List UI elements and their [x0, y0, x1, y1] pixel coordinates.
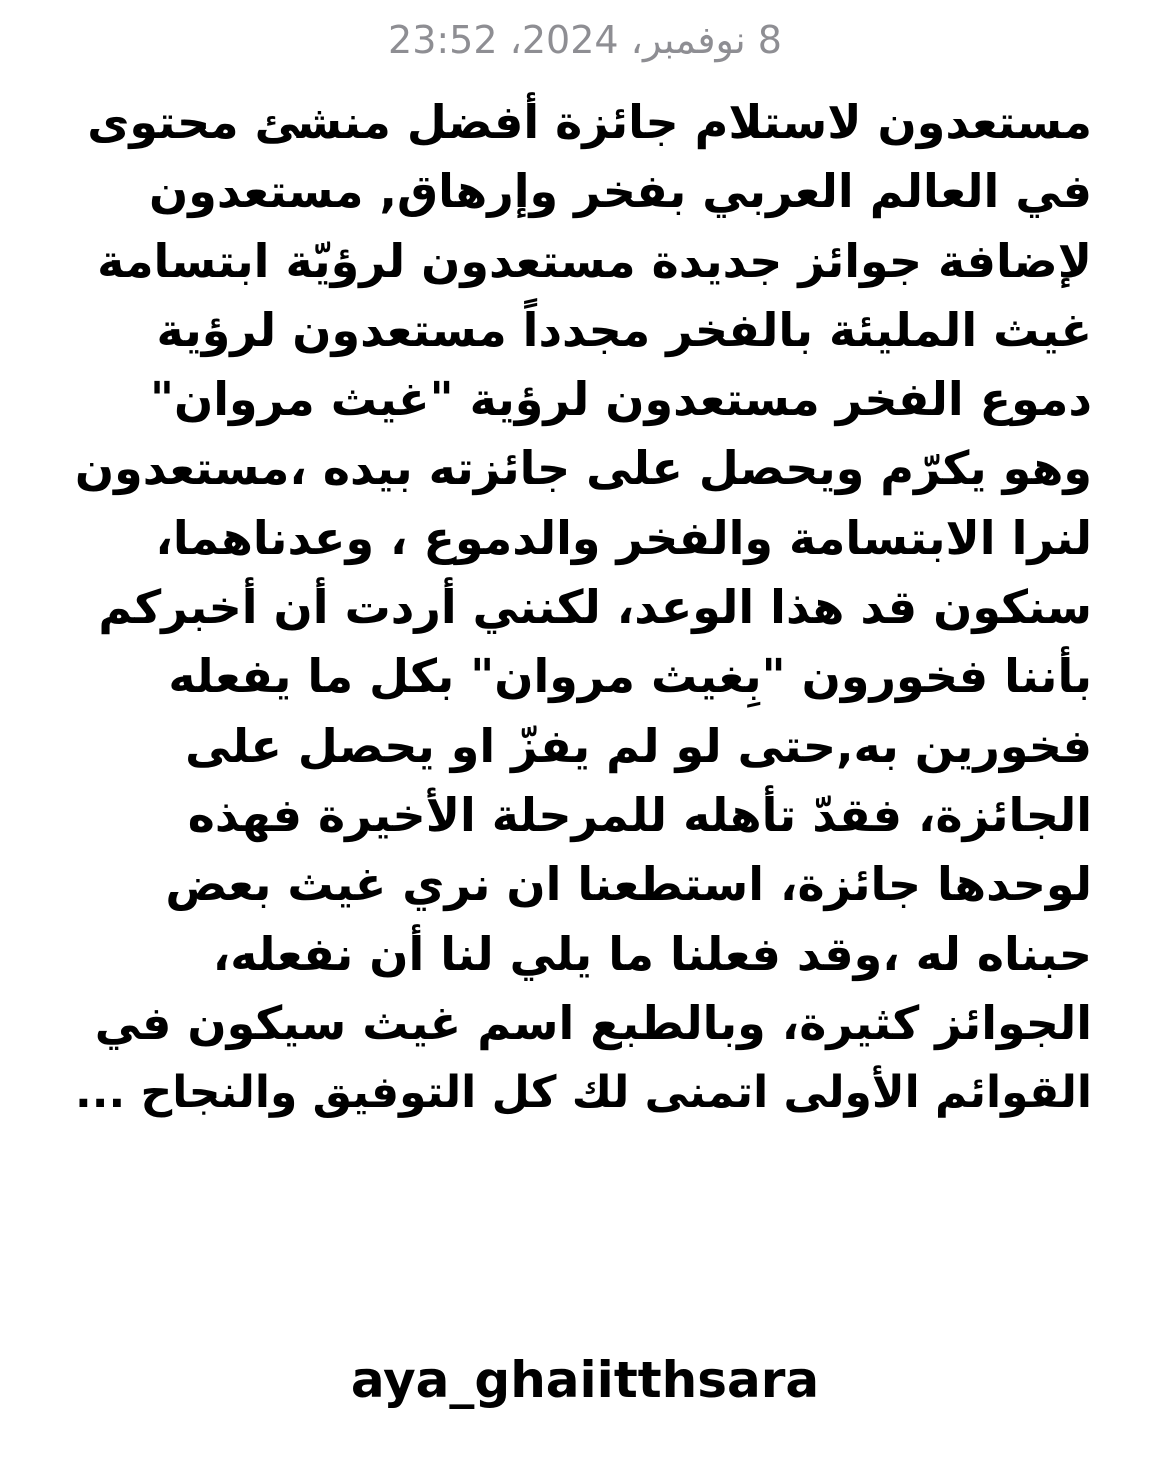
note-line: مستعدون لاستلام جائزة أفضل منشئ محتوى	[87, 95, 1092, 149]
note-line: فخورين به,حتى لو لم يفزّ او يحصل على	[185, 718, 1092, 773]
note-line: لنرا الابتسامة والفخر والدموع ، وعدناهما،	[155, 510, 1092, 565]
note-body[interactable]	[72, 88, 1092, 1127]
note-line: وهو يكرّم ويحصل على جائزته بيده ،مستعدون	[74, 441, 1092, 496]
note-signature: aya_ghaiitthsara	[350, 1351, 820, 1409]
note-line: غيث المليئة بالفخر مجدداً مستعدون لرؤية	[156, 302, 1092, 357]
note-line: سنكون قد هذا الوعد، لكنني أردت أن أخبركم	[98, 580, 1092, 635]
note-line: لإضافة جوائز جديدة مستعدون لرؤيّة ابتسامة	[97, 233, 1092, 288]
note-line: لوحدها جائزة، استطعنا ان نري غيث بعض	[165, 857, 1092, 912]
note-line: الجوائز كثيرة، وبالطبع اسم غيث سيكون في	[94, 995, 1092, 1050]
note-line: حبناه له ،وقد فعلنا ما يلي لنا أن نفعله،	[212, 926, 1092, 981]
note-line: بأننا فخورون "بِغيث مروان" بكل ما يفعله	[168, 649, 1092, 704]
note-line: في العالم العربي بفخر وإرهاق, مستعدون	[149, 164, 1092, 219]
note-line: الجائزة، فقدّ تأهله للمرحلة الأخيرة فهذه	[187, 787, 1092, 842]
note-line: دموع الفخر مستعدون لرؤية "غيث مروان"	[150, 372, 1092, 427]
note-line: القوائم الأولى اتمنى لك كل التوفيق والنجاح ...	[75, 1067, 1092, 1119]
note-timestamp: 8 نوفمبر، 2024، 23:52	[388, 18, 782, 62]
